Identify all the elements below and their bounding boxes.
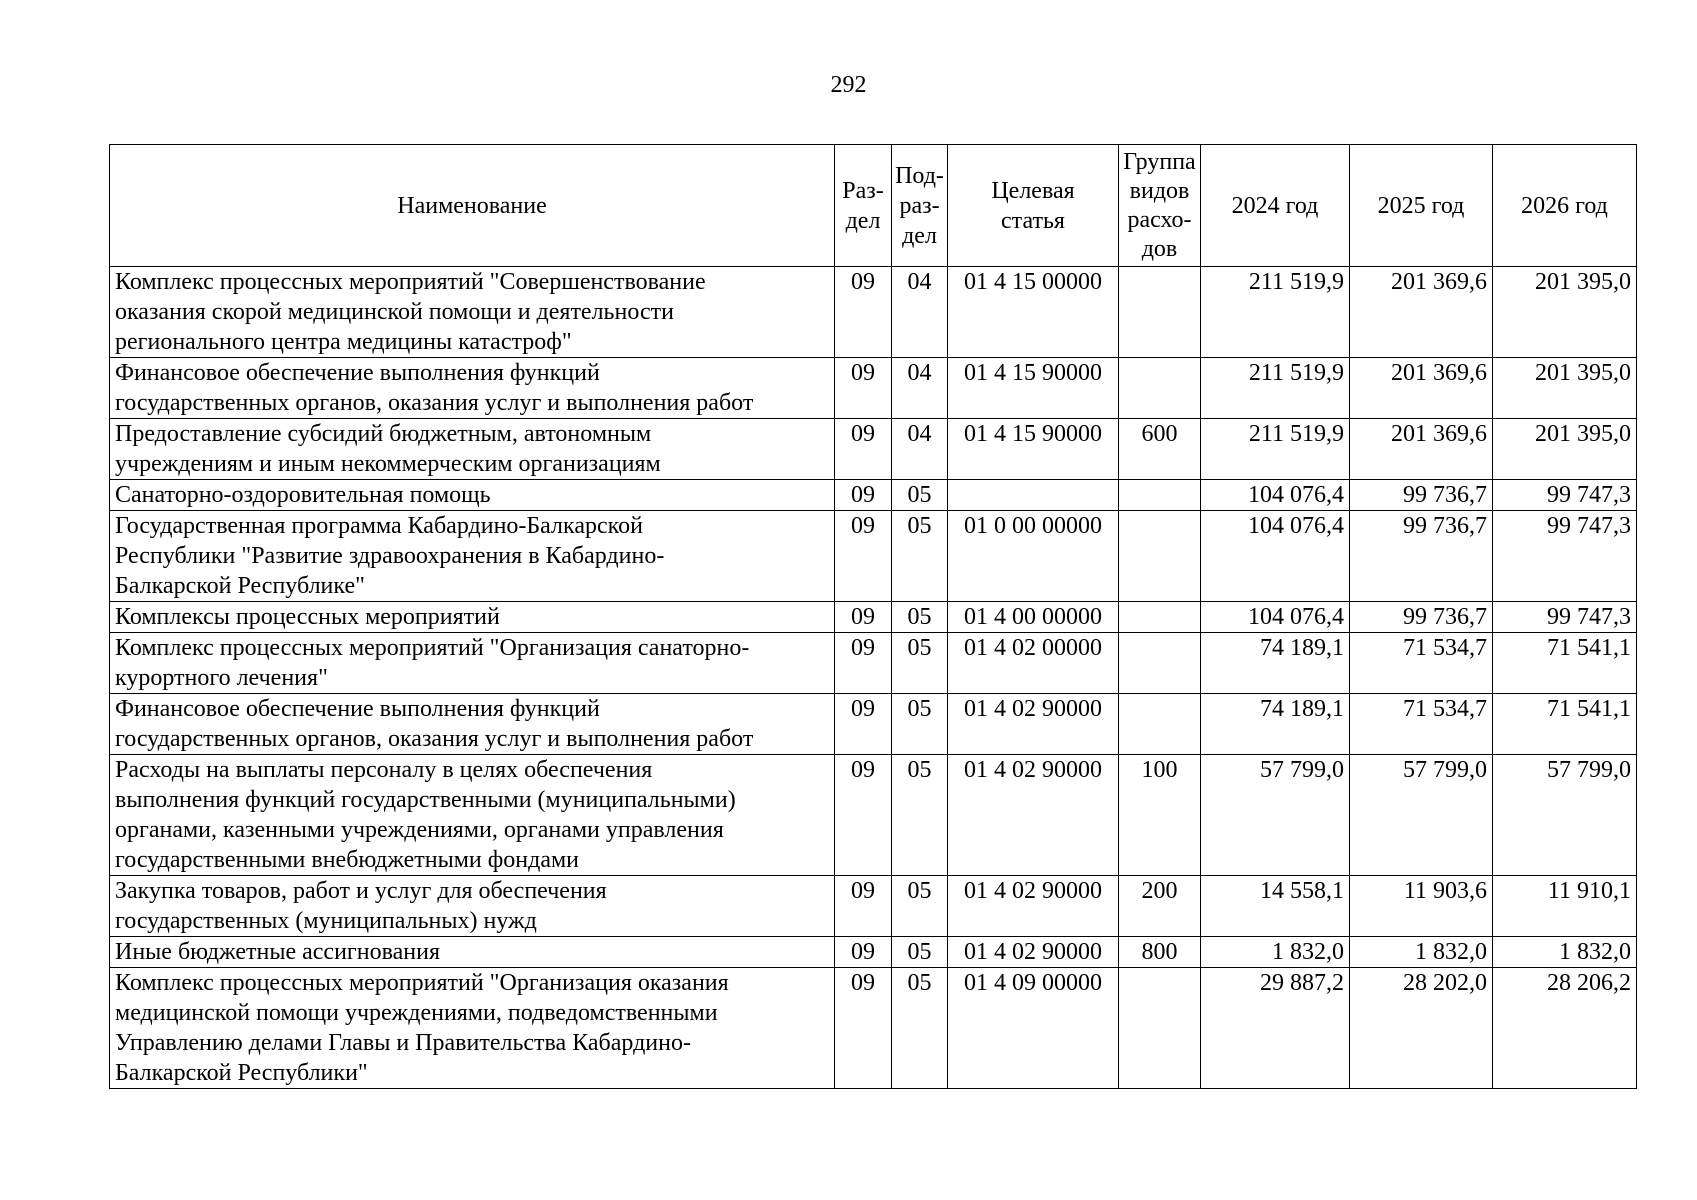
table-row [110, 602, 1637, 633]
cell-target: 01 4 00 00000 [948, 602, 1119, 633]
header-expense-group-line: дов [1141, 235, 1178, 262]
cell-name [110, 968, 835, 1089]
cell-2025: 201 369,6 [1350, 358, 1493, 419]
cell-section: 09 [835, 694, 892, 755]
cell-name-line: государственными внебюджетными фондами [115, 847, 580, 873]
cell-section: 09 [835, 755, 892, 876]
cell-name [110, 755, 835, 876]
cell-target: 01 4 15 90000 [948, 358, 1119, 419]
cell-subsection: 05 [892, 876, 948, 937]
cell-2025: 1 832,0 [1350, 937, 1493, 968]
cell-2025: 28 202,0 [1350, 968, 1493, 1089]
cell-subsection: 04 [892, 267, 948, 358]
cell-name-line: органами, казенными учреждениями, органами управления [115, 817, 724, 843]
cell-2024: 104 076,4 [1201, 480, 1350, 511]
cell-name-line: Республики "Развитие здравоохранения в Кабардино- [115, 543, 665, 569]
cell-2024: 29 887,2 [1201, 968, 1350, 1089]
cell-name-line: Государственная программа Кабардино-Балкарской [115, 513, 643, 539]
cell-target: 01 4 15 00000 [948, 267, 1119, 358]
cell-2025: 11 903,6 [1350, 876, 1493, 937]
cell-subsection: 05 [892, 968, 948, 1089]
cell-expense-group [1119, 267, 1201, 358]
cell-name-line: Закупка товаров, работ и услуг для обеспечения [115, 878, 607, 904]
table-row [110, 480, 1637, 511]
header-year-2026: 2026 год [1493, 145, 1637, 267]
cell-expense-group [1119, 358, 1201, 419]
cell-subsection: 05 [892, 633, 948, 694]
cell-2024: 104 076,4 [1201, 511, 1350, 602]
header-row [110, 145, 1637, 267]
cell-2025: 99 736,7 [1350, 511, 1493, 602]
cell-name-line: Комплекс процессных мероприятий "Организация оказания [115, 970, 729, 996]
cell-expense-group [1119, 511, 1201, 602]
cell-2025: 71 534,7 [1350, 694, 1493, 755]
cell-section: 09 [835, 937, 892, 968]
cell-expense-group: 200 [1119, 876, 1201, 937]
cell-name-line: медицинской помощи учреждениями, подведомственными [115, 1000, 718, 1026]
table-row [110, 876, 1637, 937]
header-section-line: дел [845, 207, 881, 234]
cell-subsection: 05 [892, 937, 948, 968]
header-subsection-line: дел [902, 222, 937, 249]
cell-2026: 71 541,1 [1493, 694, 1637, 755]
cell-2025: 57 799,0 [1350, 755, 1493, 876]
cell-subsection: 05 [892, 602, 948, 633]
cell-expense-group: 800 [1119, 937, 1201, 968]
cell-name-line: государственных (муниципальных) нужд [115, 908, 537, 934]
cell-section: 09 [835, 358, 892, 419]
cell-expense-group [1119, 602, 1201, 633]
cell-target: 01 4 02 00000 [948, 633, 1119, 694]
cell-2024: 104 076,4 [1201, 602, 1350, 633]
cell-target: 01 4 02 90000 [948, 937, 1119, 968]
cell-name-line: Балкарской Республики" [115, 1060, 368, 1086]
cell-name [110, 633, 835, 694]
cell-name [110, 358, 835, 419]
cell-name-line: Финансовое обеспечение выполнения функций [115, 696, 600, 722]
cell-expense-group [1119, 633, 1201, 694]
cell-name-line: регионального центра медицины катастроф" [115, 329, 572, 355]
cell-section: 09 [835, 480, 892, 511]
cell-name-line: Предоставление субсидий бюджетным, автономным [115, 421, 652, 447]
cell-subsection: 05 [892, 755, 948, 876]
table-row [110, 633, 1637, 694]
cell-target: 01 4 15 90000 [948, 419, 1119, 480]
table-row [110, 511, 1637, 602]
cell-target: 01 0 00 00000 [948, 511, 1119, 602]
cell-section: 09 [835, 633, 892, 694]
cell-2026: 57 799,0 [1493, 755, 1637, 876]
cell-section: 09 [835, 511, 892, 602]
header-expense-group-line: Группа [1123, 148, 1196, 175]
cell-name-line: курортного лечения" [115, 665, 328, 691]
cell-expense-group: 600 [1119, 419, 1201, 480]
cell-2026: 201 395,0 [1493, 419, 1637, 480]
cell-name-line: Расходы на выплаты персоналу в целях обеспечения [115, 757, 653, 783]
cell-name-line: оказания скорой медицинской помощи и деятельности [115, 299, 674, 325]
cell-target: 01 4 09 00000 [948, 968, 1119, 1089]
cell-name-line: Комплекс процессных мероприятий "Организация санаторно- [115, 635, 750, 661]
cell-subsection: 04 [892, 419, 948, 480]
table-row [110, 937, 1637, 968]
cell-section: 09 [835, 602, 892, 633]
cell-2026: 201 395,0 [1493, 267, 1637, 358]
cell-2026: 28 206,2 [1493, 968, 1637, 1089]
cell-target [948, 480, 1119, 511]
cell-name-line: Санаторно-оздоровительная помощь [115, 482, 491, 508]
header-expense-group [1119, 145, 1201, 267]
cell-name [110, 267, 835, 358]
cell-name [110, 694, 835, 755]
header-section [835, 145, 892, 267]
cell-name-line: Финансовое обеспечение выполнения функций [115, 360, 600, 386]
table-row [110, 694, 1637, 755]
cell-name-line: учреждениям и иным некоммерческим организациям [115, 451, 661, 477]
cell-name [110, 480, 835, 511]
header-subsection [892, 145, 948, 267]
header-expense-group-line: расхо- [1127, 206, 1192, 233]
cell-name [110, 602, 835, 633]
page-number: 292 [830, 72, 867, 98]
cell-2024: 74 189,1 [1201, 694, 1350, 755]
cell-subsection: 05 [892, 694, 948, 755]
cell-expense-group [1119, 968, 1201, 1089]
cell-2025: 201 369,6 [1350, 267, 1493, 358]
cell-2024: 74 189,1 [1201, 633, 1350, 694]
header-subsection-line: Под- [895, 162, 944, 189]
cell-2024: 211 519,9 [1201, 267, 1350, 358]
cell-name-line: Комплексы процессных мероприятий [115, 604, 500, 630]
header-target [948, 145, 1119, 267]
header-target-line: Целевая [991, 177, 1075, 204]
cell-2025: 201 369,6 [1350, 419, 1493, 480]
header-name: Наименование [110, 145, 835, 267]
cell-name-line: Балкарской Республике" [115, 573, 365, 599]
cell-target: 01 4 02 90000 [948, 694, 1119, 755]
cell-section: 09 [835, 267, 892, 358]
cell-name [110, 937, 835, 968]
cell-target: 01 4 02 90000 [948, 876, 1119, 937]
header-year-2024: 2024 год [1201, 145, 1350, 267]
cell-2026: 99 747,3 [1493, 511, 1637, 602]
header-expense-group-line: видов [1129, 177, 1190, 204]
cell-expense-group [1119, 694, 1201, 755]
header-section-line: Раз- [842, 177, 884, 204]
cell-expense-group [1119, 480, 1201, 511]
cell-2026: 99 747,3 [1493, 602, 1637, 633]
cell-name [110, 876, 835, 937]
cell-name [110, 419, 835, 480]
table-row [110, 755, 1637, 876]
cell-section: 09 [835, 876, 892, 937]
cell-2025: 99 736,7 [1350, 602, 1493, 633]
cell-2026: 201 395,0 [1493, 358, 1637, 419]
cell-2026: 99 747,3 [1493, 480, 1637, 511]
cell-name [110, 511, 835, 602]
cell-subsection: 04 [892, 358, 948, 419]
cell-2024: 211 519,9 [1201, 358, 1350, 419]
cell-2024: 1 832,0 [1201, 937, 1350, 968]
cell-name-line: выполнения функций государственными (муниципальными) [115, 787, 736, 813]
table-body [110, 267, 1637, 1089]
cell-name-line: Комплекс процессных мероприятий "Совершенствование [115, 269, 706, 295]
cell-expense-group: 100 [1119, 755, 1201, 876]
cell-2024: 14 558,1 [1201, 876, 1350, 937]
cell-name-line: Управлению делами Главы и Правительства Кабардино- [115, 1030, 691, 1056]
cell-2026: 1 832,0 [1493, 937, 1637, 968]
header-subsection-line: раз- [899, 192, 940, 219]
cell-section: 09 [835, 968, 892, 1089]
cell-2025: 99 736,7 [1350, 480, 1493, 511]
cell-subsection: 05 [892, 480, 948, 511]
table-row [110, 968, 1637, 1089]
cell-target: 01 4 02 90000 [948, 755, 1119, 876]
cell-name-line: государственных органов, оказания услуг и выполнения работ [115, 726, 754, 752]
cell-subsection: 05 [892, 511, 948, 602]
header-year-2025: 2025 год [1350, 145, 1493, 267]
cell-section: 09 [835, 419, 892, 480]
cell-name-line: государственных органов, оказания услуг и выполнения работ [115, 390, 754, 416]
cell-2026: 11 910,1 [1493, 876, 1637, 937]
cell-2024: 57 799,0 [1201, 755, 1350, 876]
budget-table [109, 144, 1637, 1089]
cell-name-line: Иные бюджетные ассигнования [115, 939, 440, 965]
table-row [110, 267, 1637, 358]
table-row [110, 358, 1637, 419]
cell-2026: 71 541,1 [1493, 633, 1637, 694]
table-row [110, 419, 1637, 480]
cell-2024: 211 519,9 [1201, 419, 1350, 480]
header-target-line: статья [1001, 207, 1065, 234]
cell-2025: 71 534,7 [1350, 633, 1493, 694]
